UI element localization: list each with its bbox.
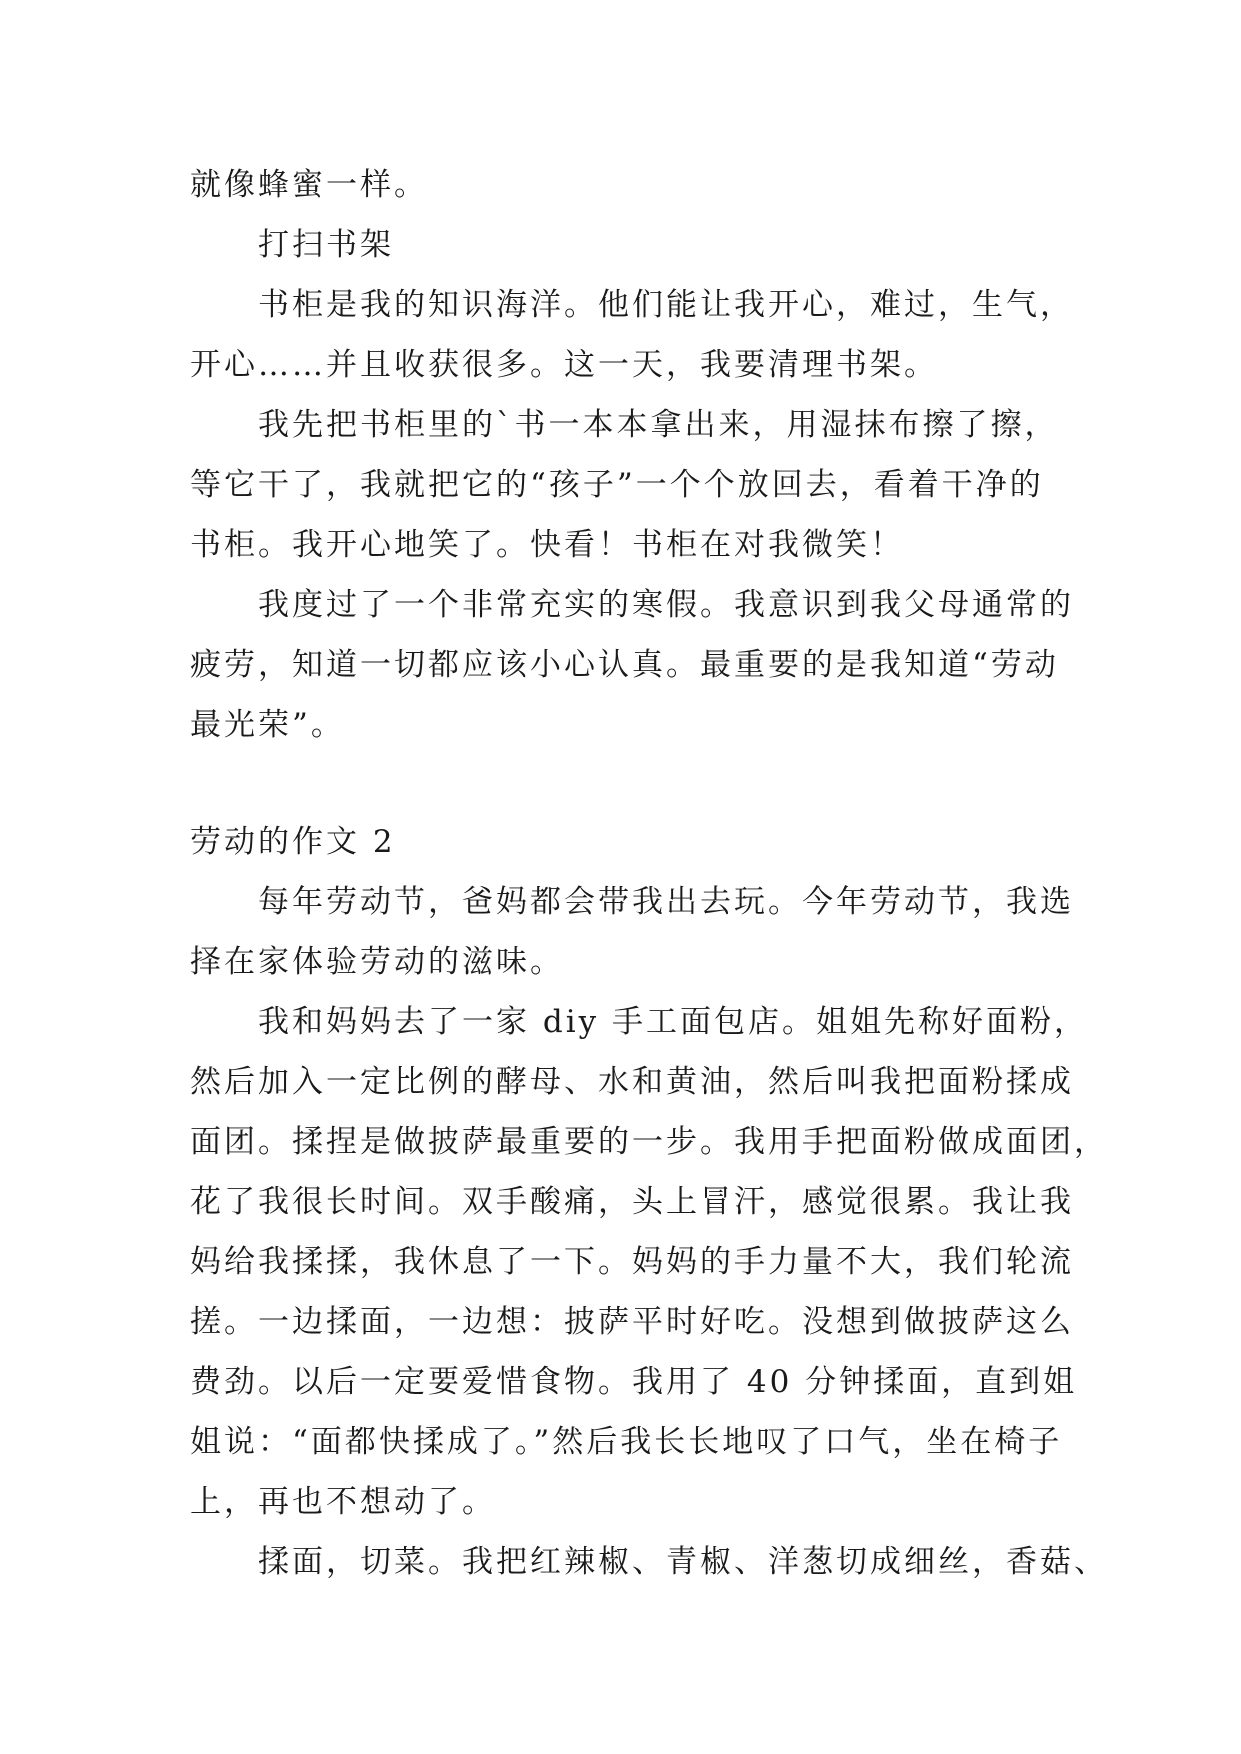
paragraph-line: 姐说：“面都快揉成了。”然后我长长地叹了口气，坐在椅子 <box>190 1424 1063 1460</box>
paragraph-line: 最光荣”。 <box>190 707 345 743</box>
paragraph-line: 费劲。以后一定要爱惜食物。我用了 40 分钟揉面，直到姐 <box>190 1364 1078 1400</box>
paragraph <box>190 575 1074 755</box>
paragraph <box>190 872 1074 992</box>
paragraph-line: 我度过了一个非常充实的寒假。我意识到我父母通常的 <box>258 587 1074 623</box>
paragraph <box>190 395 1060 575</box>
intro-line: 就像蜂蜜一样。 <box>190 167 428 203</box>
paragraph-line: 花了我很长时间。双手酸痛，头上冒汗，感觉很累。我让我 <box>190 1184 1074 1220</box>
paragraph <box>190 992 1108 1532</box>
paragraph-line: 我先把书柜里的`书一本本拿出来，用湿抹布擦了擦， <box>258 407 1059 443</box>
paragraph-line: 开心……并且收获很多。这一天，我要清理书架。 <box>190 347 938 383</box>
document-body <box>190 155 1108 1592</box>
paragraph <box>190 1532 1108 1592</box>
paragraph-line: 每年劳动节，爸妈都会带我出去玩。今年劳动节，我选 <box>258 884 1074 920</box>
paragraph-line: 然后加入一定比例的酵母、水和黄油，然后叫我把面粉揉成 <box>190 1064 1074 1100</box>
paragraph-line: 上，再也不想动了。 <box>190 1484 496 1520</box>
paragraph-line: 我和妈妈去了一家 diy 手工面包店。姐姐先称好面粉， <box>258 1004 1088 1040</box>
paragraph-line: 面团。揉捏是做披萨最重要的一步。我用手把面粉做成面团， <box>190 1124 1108 1160</box>
paragraph-line: 书柜是我的知识海洋。他们能让我开心，难过，生气， <box>258 287 1074 323</box>
paragraph-line: 揉面，切菜。我把红辣椒、青椒、洋葱切成细丝，香菇、 <box>258 1544 1108 1580</box>
subheading: 打扫书架 <box>258 227 394 263</box>
paragraph-line: 搓。一边揉面，一边想：披萨平时好吃。没想到做披萨这么 <box>190 1304 1074 1340</box>
paragraph-line: 疲劳，知道一切都应该小心认真。最重要的是我知道“劳动 <box>190 647 1059 683</box>
paragraph <box>190 275 1074 395</box>
section-gap <box>190 755 1060 812</box>
paragraph-line: 择在家体验劳动的滋味。 <box>190 944 564 980</box>
section-title: 劳动的作文 2 <box>190 824 396 860</box>
paragraph-line: 等它干了，我就把它的“孩子”一个个放回去，看着干净的 <box>190 467 1044 503</box>
paragraph-line: 妈给我揉揉，我休息了一下。妈妈的手力量不大，我们轮流 <box>190 1244 1074 1280</box>
paragraph-line: 书柜。我开心地笑了。快看！书柜在对我微笑！ <box>190 527 904 563</box>
